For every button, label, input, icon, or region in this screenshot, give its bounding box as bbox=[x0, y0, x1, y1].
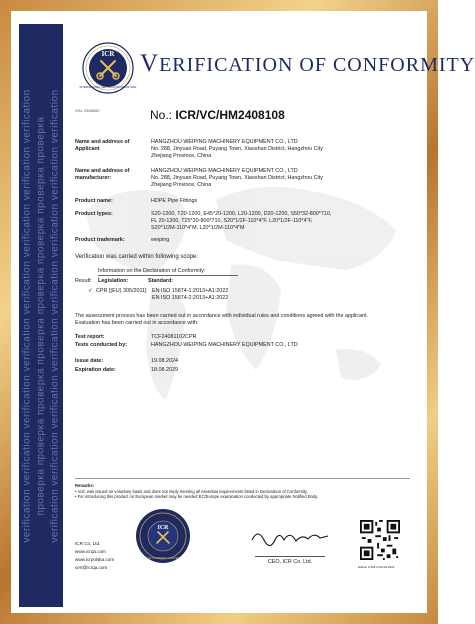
svg-text:INTERNATIONAL CERTIFICATION RE: INTERNATIONAL CERTIFICATION REGISTRAR bbox=[79, 86, 137, 89]
remark-item: • VoC was issued on voluntary basis and does not imply meeting all essential requirements listed in Declaration of Conformity. bbox=[75, 488, 308, 494]
website-link[interactable]: www.icrqa.com bbox=[75, 549, 106, 554]
product-types-label: Product types: bbox=[75, 211, 113, 217]
issue-date-label: Issue date: bbox=[75, 358, 104, 364]
manufacturer-label-line: Name and address of bbox=[75, 168, 130, 174]
sidebar-strip bbox=[34, 24, 48, 607]
tests-by-value: HANGZHOU WEIPING MACHINERY EQUIPMENT CO., LTD bbox=[151, 342, 298, 348]
assessment-text bbox=[75, 313, 410, 327]
product-types-line: S20-1200, T20-1200, E45°20-1200, L20-1200, D20-1200, S50*32-800*710, bbox=[151, 211, 332, 217]
test-report-value: TCF24081102CPR bbox=[151, 334, 197, 340]
applicant-value bbox=[151, 139, 323, 160]
svg-text:ICR: ICR bbox=[157, 525, 169, 531]
manufacturer-line: No. 288, Jinyuan Road, Puyang Town, Xiaoshan District, Hangzhou City bbox=[151, 175, 323, 181]
manufacturer-line: HANGZHOU WEIPING MACHINERY EQUIPMENT CO., LTD bbox=[151, 168, 298, 174]
ceo-title: CEO, ICR Co. Ltd. bbox=[255, 556, 325, 566]
product-types-value bbox=[151, 211, 411, 232]
company-seal-icon bbox=[135, 508, 191, 564]
expiration-date-label: Expiration date: bbox=[75, 367, 116, 373]
expiration-date-value: 18.08.2029 bbox=[151, 367, 178, 373]
cert-no-value: ICR/VC/HM2408108 bbox=[175, 108, 285, 122]
manufacturer-line: Zhejiang Province, China bbox=[151, 182, 212, 188]
test-report-label: Test report: bbox=[75, 334, 105, 340]
applicant-label bbox=[75, 139, 130, 153]
website-link[interactable]: www.icrpolska.com bbox=[75, 557, 115, 562]
remarks-title: Remarks: bbox=[75, 483, 95, 488]
product-name-label: Product name: bbox=[75, 198, 113, 204]
sidebar-band bbox=[19, 24, 63, 607]
product-name-value: HDPE Pipe Fittings bbox=[151, 198, 198, 204]
svg-text:ICR: ICR bbox=[101, 50, 115, 58]
legislation-label: Legislation: bbox=[98, 278, 129, 284]
certificate-number bbox=[150, 108, 285, 122]
qr-code-icon bbox=[360, 520, 400, 560]
sidebar-strip bbox=[20, 24, 34, 607]
issue-date-value: 19.08.2024 bbox=[151, 358, 178, 364]
manufacturer-label bbox=[75, 168, 130, 182]
tests-by-label: Tests conducted by: bbox=[75, 342, 128, 348]
assessment-line: The assessment process has been carried out in accordance with individual rules and conditions agreed with the applicant. bbox=[75, 313, 369, 319]
standard-label: Standard: bbox=[148, 278, 174, 284]
sidebar-text: проверка проверка проверка проверка проверка проверка проверка проверка bbox=[35, 115, 47, 516]
scope-intro: Verification was carried within following scope: bbox=[75, 254, 199, 260]
sidebar-text: verification verification verification verification verification verification verification verification bbox=[21, 88, 33, 543]
company-contact bbox=[75, 540, 114, 572]
applicant-line: No. 288, Jinyuan Road, Puyang Town, Xiaoshan District, Hangzhou City bbox=[151, 146, 323, 152]
email-link[interactable]: cert@icrqa.com bbox=[75, 565, 108, 570]
title-rest: ERIFICATION OF CONFORMITY bbox=[159, 54, 475, 76]
remark-item: • For introducing this product on European market may be needed EC/Europe examination conducted by appropriate Notified Body. bbox=[75, 494, 319, 499]
ceo-signature-icon bbox=[250, 526, 330, 548]
applicant-line: HANGZHOU WEIPING MACHINERY EQUIPMENT CO., LTD bbox=[151, 139, 298, 145]
product-types-line: S20*1/2M-110*4"M, L20*1/2M-110*4"M bbox=[151, 225, 245, 231]
doc-info-title: Information on the Declaration of Conformity: bbox=[98, 268, 238, 276]
standard-item: EN ISO 15874-2:2013+A1:2022 bbox=[152, 295, 229, 301]
serial-number: S/N: 2568060 bbox=[75, 108, 100, 113]
trademark-label: Product trademark: bbox=[75, 237, 125, 243]
remarks bbox=[75, 483, 410, 500]
divider bbox=[75, 478, 410, 479]
assessment-line: Evaluation has been carried out in accordance with: bbox=[75, 320, 199, 326]
title-initial: V bbox=[140, 50, 160, 77]
applicant-label-line: Applicant bbox=[75, 146, 100, 152]
document-title bbox=[140, 50, 475, 78]
product-types-line: FL 20-1200, T25*20-800*710, S20*1/2F-110*4"F, L20*1/2F-110*4"F, bbox=[151, 218, 313, 224]
standards-list bbox=[152, 288, 228, 302]
standard-item: EN ISO 15874-1:2013+A1:2022 bbox=[152, 288, 229, 294]
svg-text:ICR COMPANY LIMITED: ICR COMPANY LIMITED bbox=[146, 556, 180, 560]
company-name: ICR Co. Ltd. bbox=[75, 541, 101, 546]
legislation-value: CPR [(EU) 305/2011] bbox=[96, 288, 147, 294]
applicant-label-line: Name and address of bbox=[75, 139, 130, 145]
applicant-line: Zhejiang Province, China bbox=[151, 153, 212, 159]
icr-logo-icon bbox=[79, 42, 137, 94]
manufacturer-label-line: manufacturer: bbox=[75, 175, 112, 181]
manufacturer-value bbox=[151, 168, 323, 189]
result-check-icon: ✓ bbox=[88, 288, 93, 294]
edition-text: Edition 1/118 of 06.09.2024 bbox=[358, 565, 395, 569]
result-label: Result: bbox=[75, 278, 92, 284]
cert-no-label: No.: bbox=[150, 108, 173, 122]
trademark-value: weiping bbox=[151, 237, 170, 243]
sidebar-strip bbox=[48, 24, 62, 607]
sidebar-text: verification verification verification verification verification verification verification verification bbox=[49, 88, 61, 543]
